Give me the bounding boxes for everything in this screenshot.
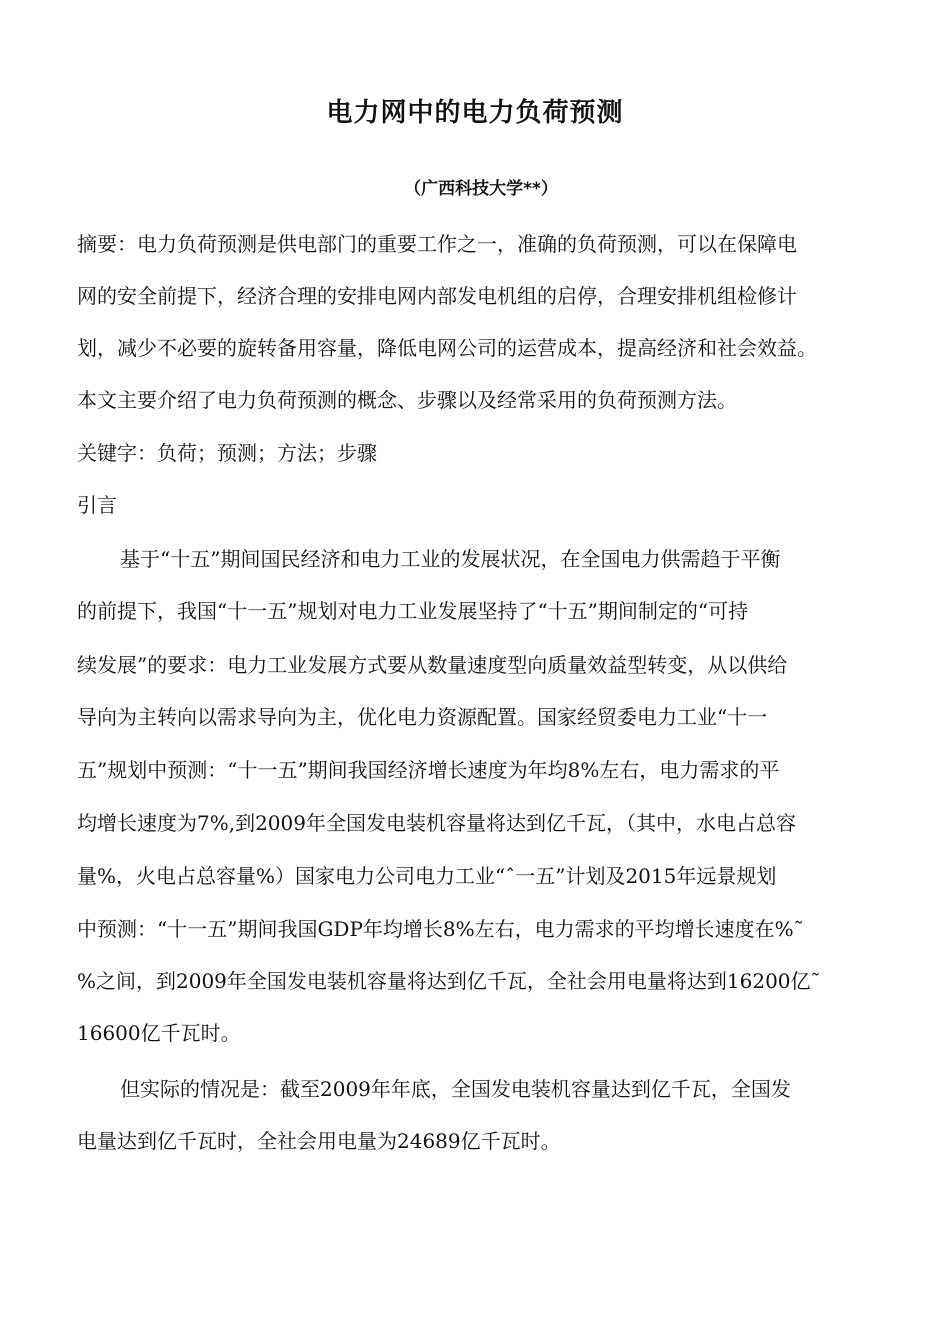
- paragraph-line: 中预测：“十一五”期间我国GDP年均增长8%左右，电力需求的平均增长速度在%˜: [77, 917, 804, 941]
- document-title: 电力网中的电力负荷预测: [326, 98, 624, 128]
- paragraph-line: 五”规划中预测：“十一五”期间我国经济增长速度为年均8%左右，电力需求的平: [77, 758, 780, 782]
- paragraph-line: 16600亿千瓦时。: [77, 1021, 241, 1045]
- abstract-line: 摘要：电力负荷预测是供电部门的重要工作之一，准确的负荷预测，可以在保障电: [77, 232, 797, 256]
- keywords: 关键字：负荷；预测；方法；步骤: [77, 441, 377, 465]
- paragraph-line: %之间，到2009年全国发电装机容量将达到亿千瓦，全社会用电量将达到16200亿˜: [77, 969, 821, 993]
- abstract-line: 网的安全前提下，经济合理的安排电网内部发电机组的启停，合理安排机组检修计: [77, 284, 797, 308]
- abstract-line: 划，减少不必要的旋转备用容量，降低电网公司的运营成本，提高经济和社会效益。: [77, 336, 817, 360]
- paragraph-line: 续发展”的要求：电力工业发展方式要从数量速度型向质量效益型转变，从以供给: [77, 653, 788, 677]
- paragraph-line: 基于“十五”期间国民经济和电力工业的发展状况，在全国电力供需趋于平衡: [120, 547, 781, 571]
- paragraph-line: 均增长速度为7%,到2009年全国发电装机容量将达到亿千瓦，（其中，水电占总容: [77, 811, 796, 835]
- paragraph-line: 但实际的情况是：截至2009年年底，全国发电装机容量达到亿千瓦，全国发: [120, 1077, 791, 1101]
- section-heading: 引言: [77, 493, 117, 517]
- paragraph-line: 电量达到亿千瓦时，全社会用电量为24689亿千瓦时。: [77, 1129, 561, 1153]
- paragraph-line: 导向为主转向以需求导向为主，优化电力资源配置。国家经贸委电力工业“十一: [77, 705, 768, 729]
- paragraph-line: 量%，火电占总容量%）国家电力公司电力工业“ˆ一五”计划及2015年远景规划: [77, 864, 777, 888]
- abstract-line: 本文主要介绍了电力负荷预测的概念、步骤以及经常采用的负荷预测方法。: [77, 388, 737, 412]
- paragraph-line: 的前提下，我国“十一五”规划对电力工业发展坚持了“十五”期间制定的“可持: [77, 599, 749, 623]
- author-affiliation: （广西科技大学**）: [404, 179, 558, 199]
